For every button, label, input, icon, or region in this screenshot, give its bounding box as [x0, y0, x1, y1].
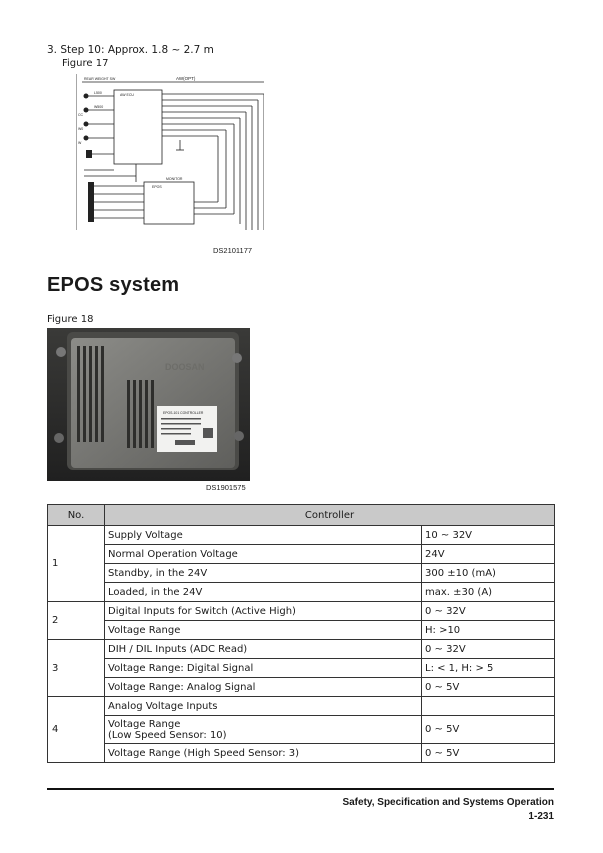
- diagram-label-cc: CC: [78, 113, 84, 117]
- table-row: [48, 526, 555, 545]
- diagram-label-w0: W0: [78, 127, 84, 131]
- spec-value: 10 ~ 32V: [422, 526, 555, 545]
- spec-item: Supply Voltage: [105, 526, 422, 545]
- spec-value: max. ±30 (A): [422, 583, 555, 602]
- spec-item: Analog Voltage Inputs: [105, 697, 422, 716]
- figure-17-code: DS2101177: [213, 246, 253, 255]
- diagram-label-l500: L500: [94, 91, 102, 95]
- photo-label-title: EPOS-101 CONTROLLER: [163, 411, 204, 415]
- table-row: [48, 716, 555, 744]
- spec-value: 24V: [422, 545, 555, 564]
- figure-17-label: Figure 17: [62, 58, 109, 69]
- group-number: 3: [48, 640, 105, 697]
- header-controller: Controller: [105, 505, 555, 526]
- spec-item: DIH / DIL Inputs (ADC Read): [105, 640, 422, 659]
- spec-value: 300 ±10 (mA): [422, 564, 555, 583]
- group-number: 2: [48, 602, 105, 640]
- controller-spec-table: [47, 504, 555, 763]
- step-text: 3. Step 10: Approx. 1.8 ~ 2.7 m: [47, 44, 214, 56]
- page-number: 1-231: [528, 811, 554, 822]
- table-row: [48, 659, 555, 678]
- spec-value: 0 ~ 5V: [422, 744, 555, 763]
- figure-18-label: Figure 18: [47, 314, 94, 325]
- spec-item: Voltage Range: Digital Signal: [105, 659, 422, 678]
- spec-value: H: >10: [422, 621, 555, 640]
- group-number: 1: [48, 526, 105, 602]
- table-row: [48, 621, 555, 640]
- footer-title: Safety, Specification and Systems Operation: [342, 797, 554, 808]
- table-row: [48, 602, 555, 621]
- footer-rule: [47, 788, 554, 790]
- spec-value: 0 ~ 32V: [422, 640, 555, 659]
- wiring-diagram: [76, 74, 264, 230]
- figure-18-code: DS1901575: [206, 483, 246, 492]
- diagram-label-ecu: AW ECU: [120, 93, 134, 97]
- spec-item: Standby, in the 24V: [105, 564, 422, 583]
- table-row: [48, 744, 555, 763]
- spec-item: Voltage Range: Analog Signal: [105, 678, 422, 697]
- spec-item: Digital Inputs for Switch (Active High): [105, 602, 422, 621]
- diagram-label-w500: W500: [94, 105, 104, 109]
- spec-item: Normal Operation Voltage: [105, 545, 422, 564]
- header-no: No.: [48, 505, 105, 526]
- spec-item-line2: (Low Speed Sensor: 10): [108, 729, 227, 741]
- diagram-label-monitor: MONITOR: [166, 177, 183, 181]
- diagram-label-w: W: [78, 141, 82, 145]
- epos-controller-photo: [47, 328, 250, 481]
- diagram-label-aw-opt: AW(OPT): [176, 76, 196, 81]
- spec-item-multiline: [105, 716, 422, 744]
- spec-value: 0 ~ 5V: [422, 716, 555, 744]
- table-row: [48, 678, 555, 697]
- spec-value: 0 ~ 32V: [422, 602, 555, 621]
- table-row: [48, 640, 555, 659]
- spec-item: Loaded, in the 24V: [105, 583, 422, 602]
- spec-value: [422, 697, 555, 716]
- table-row: [48, 583, 555, 602]
- spec-value: 0 ~ 5V: [422, 678, 555, 697]
- photo-brand: DOOSAN: [165, 362, 205, 372]
- table-row: [48, 564, 555, 583]
- spec-item-line1: Voltage Range: [108, 718, 181, 730]
- spec-item: Voltage Range (High Speed Sensor: 3): [105, 744, 422, 763]
- table-row: [48, 697, 555, 716]
- page-heading: EPOS system: [47, 274, 180, 296]
- table-row: [48, 545, 555, 564]
- diagram-label-rear-weight: REAR WEIGHT SW: [84, 77, 116, 81]
- spec-item: Voltage Range: [105, 621, 422, 640]
- diagram-label-epos: EPOS: [152, 185, 162, 189]
- spec-value: L: < 1, H: > 5: [422, 659, 555, 678]
- group-number: 4: [48, 697, 105, 763]
